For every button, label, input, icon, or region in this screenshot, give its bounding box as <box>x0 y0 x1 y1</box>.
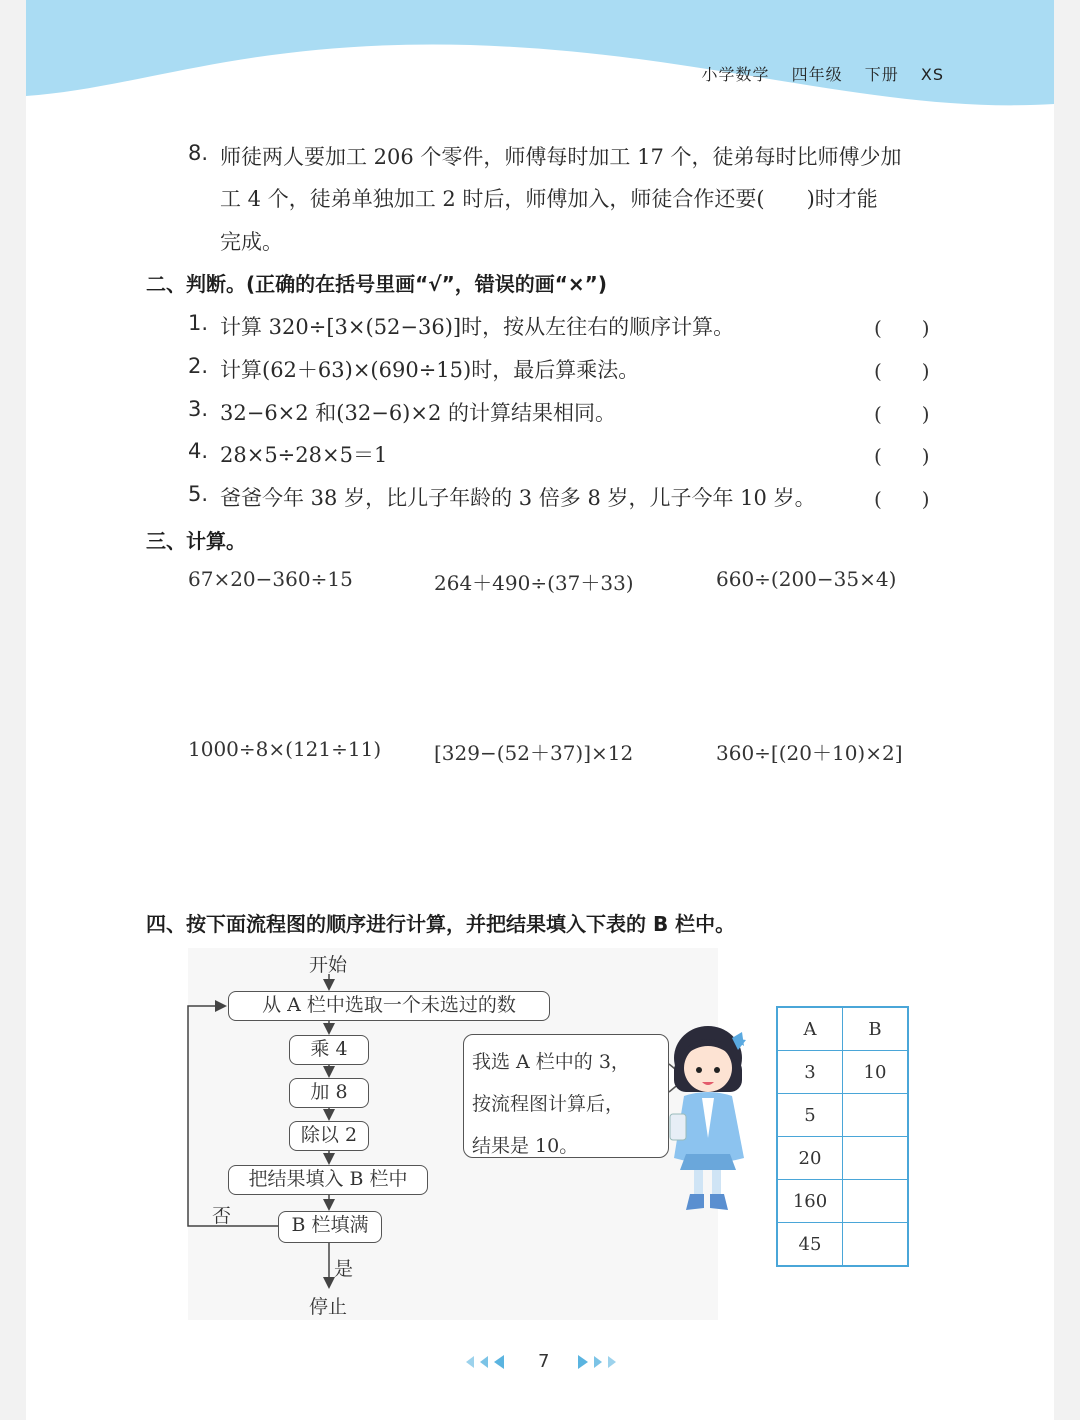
judge-4-answer-bracket[interactable]: ( ) <box>874 444 930 468</box>
judge-2-text: 计算(62＋63)×(690÷15)时，最后算乘法。 <box>220 358 640 382</box>
header-grade: 四年级 <box>791 65 843 84</box>
judge-1-text: 计算 320÷[3×(52−36)]时，按从左往右的顺序计算。 <box>220 315 735 339</box>
table-cell-a: 20 <box>777 1137 843 1180</box>
header-subject: 小学数学 <box>701 65 770 84</box>
flow-select-step: 从 A 栏中选取一个未选过的数 <box>228 991 550 1021</box>
calc-expression-5: [329−(52＋37)]×12 <box>434 741 634 765</box>
q8-number: 8. <box>188 141 209 165</box>
section4-title: 四、按下面流程图的顺序进行计算，并把结果填入下表的 B 栏中。 <box>146 912 736 936</box>
table-row <box>777 1180 908 1223</box>
table-row <box>777 1137 908 1180</box>
table-row <box>777 1223 908 1267</box>
flow-multiply-step: 乘 4 <box>289 1035 369 1065</box>
flow-add-step: 加 8 <box>289 1078 369 1108</box>
q8-line-1: 师徒两人要加工 206 个零件，师傅每时加工 17 个，徒弟每时比师傅少加 <box>220 145 902 169</box>
table-cell-b-answer[interactable] <box>843 1137 909 1180</box>
calc-expression-3: 660÷(200−35×4) <box>716 567 897 591</box>
table-cell-b: 10 <box>843 1051 909 1094</box>
speech-line-3: 结果是 10。 <box>472 1135 579 1157</box>
flow-yes-label: 是 <box>334 1258 354 1280</box>
page-number: 7 <box>538 1351 550 1372</box>
flow-divide-step: 除以 2 <box>289 1121 369 1151</box>
next-arrows-icon <box>578 1355 616 1369</box>
judge-2-answer-bracket[interactable]: ( ) <box>874 359 930 383</box>
page <box>26 0 1054 1420</box>
flow-start-label: 开始 <box>309 954 348 976</box>
girl-illustration <box>652 1018 756 1214</box>
table-row <box>777 1094 908 1137</box>
judge-4-number: 4. <box>188 439 209 463</box>
table-cell-b-answer[interactable] <box>843 1223 909 1267</box>
flow-check-step: B 栏填满 <box>278 1211 382 1243</box>
table-row <box>777 1051 908 1094</box>
judge-1-number: 1. <box>188 311 209 335</box>
judge-2-number: 2. <box>188 354 209 378</box>
judge-4-text: 28×5÷28×5＝1 <box>220 443 388 467</box>
flow-stop-label: 停止 <box>309 1296 348 1318</box>
flow-no-label: 否 <box>212 1205 232 1227</box>
calc-expression-1: 67×20−360÷15 <box>188 567 353 591</box>
judge-5-text: 爸爸今年 38 岁，比儿子年龄的 3 倍多 8 岁，儿子今年 10 岁。 <box>220 486 816 510</box>
flow-fill-step: 把结果填入 B 栏中 <box>228 1165 428 1195</box>
ab-table <box>776 1006 909 1267</box>
table-header-a: A <box>777 1007 843 1051</box>
table-header-b: B <box>843 1007 909 1051</box>
table-cell-a: 3 <box>777 1051 843 1094</box>
q8-line-2: 工 4 个，徒弟单独加工 2 时后，师傅加入，师徒合作还要( )时才能 <box>220 187 878 211</box>
calc-expression-6: 360÷[(20＋10)×2] <box>716 741 903 765</box>
speech-line-1: 我选 A 栏中的 3， <box>472 1051 630 1073</box>
table-cell-b-answer[interactable] <box>843 1180 909 1223</box>
speech-bubble <box>463 1034 669 1158</box>
table-cell-a: 45 <box>777 1223 843 1267</box>
judge-5-number: 5. <box>188 482 209 506</box>
judge-3-text: 32−6×2 和(32−6)×2 的计算结果相同。 <box>220 401 617 425</box>
calc-expression-2: 264＋490÷(37＋33) <box>434 571 634 595</box>
table-cell-a: 160 <box>777 1180 843 1223</box>
judge-3-number: 3. <box>188 397 209 421</box>
judge-3-answer-bracket[interactable]: ( ) <box>874 402 930 426</box>
judge-1-answer-bracket[interactable]: ( ) <box>874 316 930 340</box>
table-header-row <box>777 1007 908 1051</box>
speech-line-2: 按流程图计算后， <box>472 1093 625 1115</box>
table-cell-a: 5 <box>777 1094 843 1137</box>
header-edition: XS <box>920 65 944 84</box>
q8-line-3: 完成。 <box>220 230 283 254</box>
prev-arrows-icon <box>466 1355 504 1369</box>
table-cell-b-answer[interactable] <box>843 1094 909 1137</box>
calc-expression-4: 1000÷8×(121÷11) <box>188 737 382 761</box>
section3-title: 三、计算。 <box>146 529 246 553</box>
judge-5-answer-bracket[interactable]: ( ) <box>874 487 930 511</box>
header-volume: 下册 <box>864 65 899 84</box>
section2-title: 二、判断。(正确的在括号里画“√”，错误的画“×”) <box>146 272 607 296</box>
